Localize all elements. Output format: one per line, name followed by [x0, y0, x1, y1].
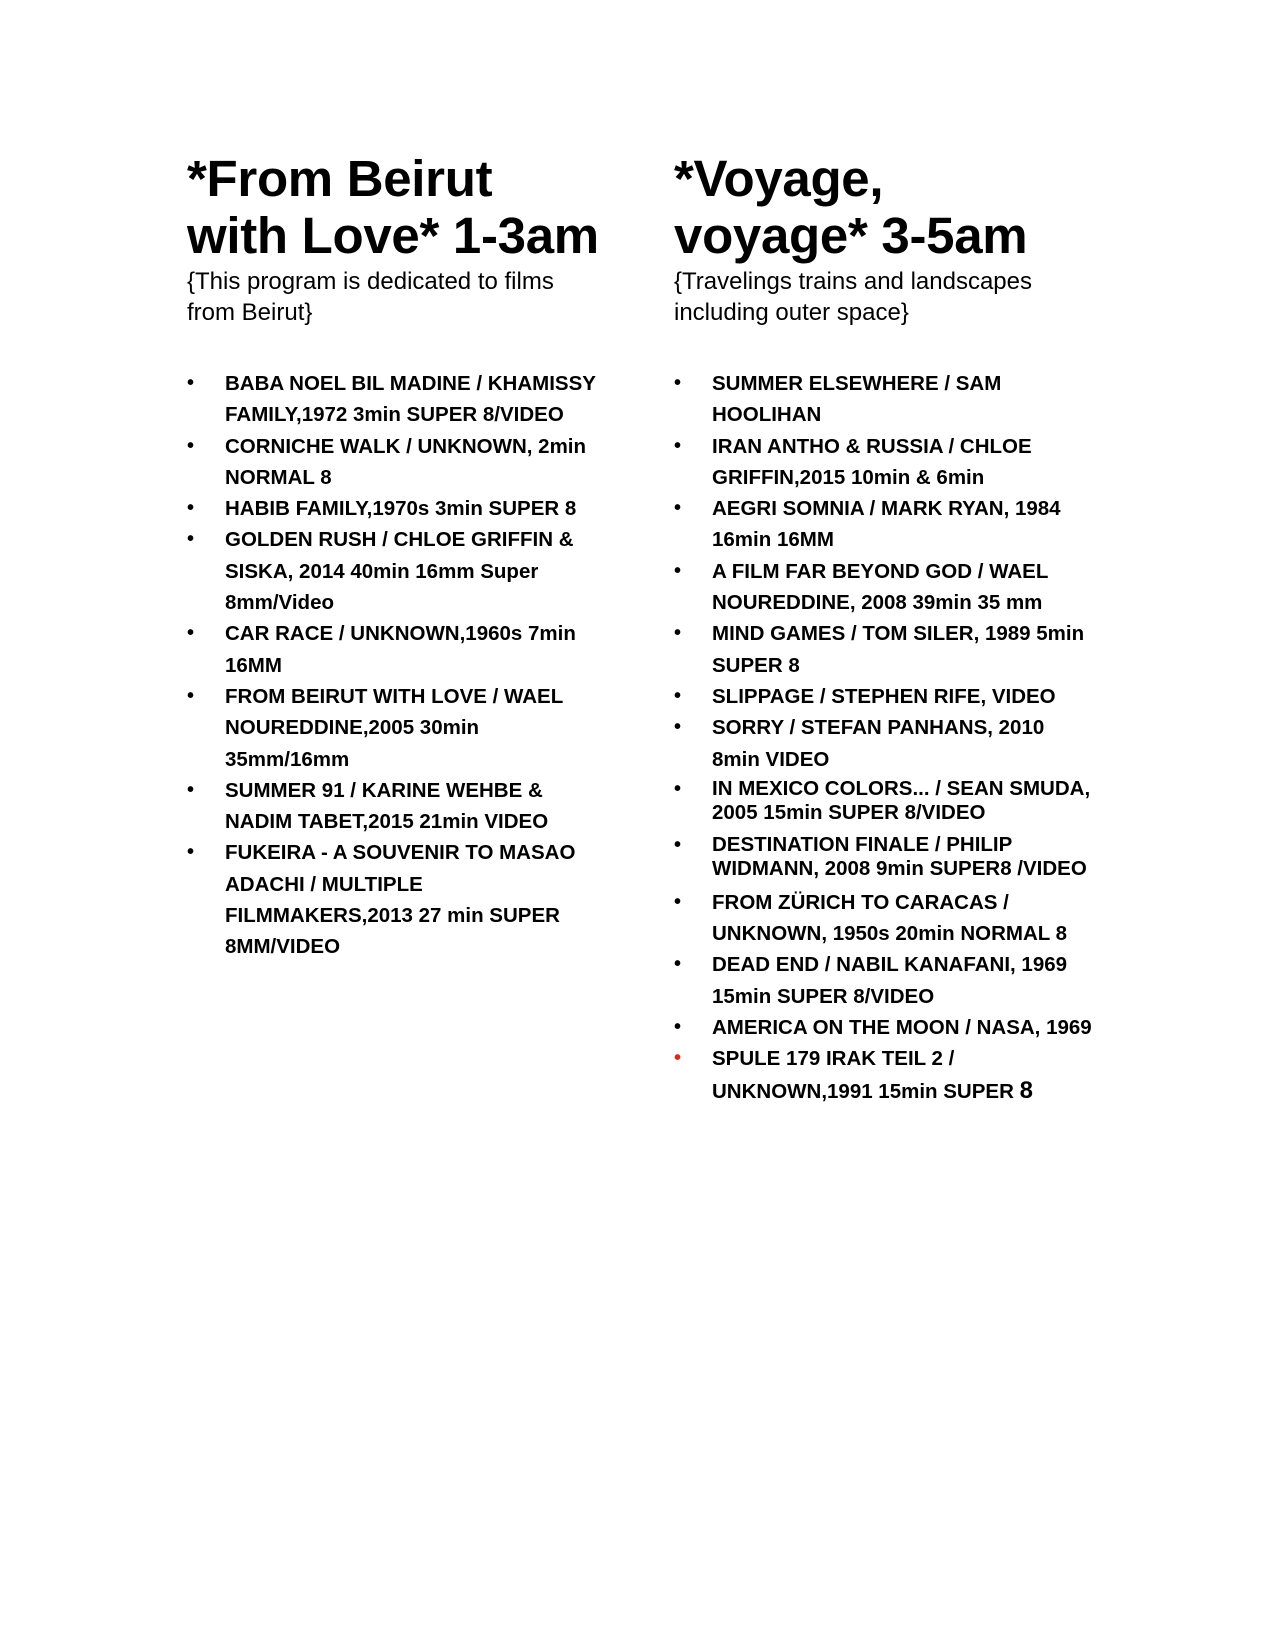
- film-entry: SORRY / STEFAN PANHANS, 2010 8min VIDEO: [712, 716, 1045, 771]
- list-item: [674, 887, 1094, 950]
- program-title-line1: *Voyage,: [674, 150, 884, 207]
- film-entry: BABA NOEL BIL MADINE / KHAMISSY FAMILY,1972 3min SUPER 8/VIDEO: [225, 372, 596, 427]
- film-entry: AMERICA ON THE MOON / NASA, 1969: [712, 1016, 1092, 1040]
- film-entry: FUKEIRA - A SOUVENIR TO MASAO ADACHI / MULTIPLE FILMMAKERS,2013 27 min SUPER 8MM/VIDEO: [225, 841, 576, 959]
- film-entry: HABIB FAMILY,1970s 3min SUPER 8: [225, 497, 577, 521]
- bullet-icon: •: [674, 497, 682, 520]
- list-item: [674, 556, 1094, 619]
- film-entry: DESTINATION FINALE / PHILIP WIDMANN, 2008 9min SUPER8 /VIDEO: [712, 832, 1087, 880]
- list-item: [187, 775, 607, 838]
- bullet-icon: •: [674, 716, 682, 739]
- list-item: [187, 681, 607, 775]
- program-beirut-column: [187, 150, 607, 963]
- film-entry: A FILM FAR BEYOND GOD / WAEL NOUREDDINE, 2008 39min 35 mm: [712, 559, 1048, 615]
- film-entry: GOLDEN RUSH / CHLOE GRIFFIN & SISKA, 2014 40min 16mm Super 8mm/Video: [225, 528, 574, 615]
- bullet-icon: •: [187, 528, 195, 551]
- program-title-line2: with Love* 1-3am: [187, 207, 599, 264]
- film-entry: IN MEXICO COLORS... / SEAN SMUDA, 2005 15min SUPER 8/VIDEO: [712, 776, 1091, 824]
- bullet-icon: •: [187, 622, 195, 645]
- bullet-icon: •: [674, 1016, 682, 1039]
- list-item: [674, 777, 1094, 825]
- program-subtitle-line2: including outer space}: [674, 299, 909, 326]
- bullet-icon: •: [674, 434, 682, 457]
- list-item: [674, 1043, 1094, 1107]
- film-entry: FROM BEIRUT WITH LOVE / WAEL NOUREDDINE,2005 30min 35mm/16mm: [225, 684, 563, 771]
- film-entry: SUMMER ELSEWHERE / SAM HOOLIHAN: [712, 372, 1002, 427]
- list-item: [674, 833, 1094, 881]
- program-subtitle-line2: from Beirut}: [187, 299, 313, 326]
- program-title-line2: voyage* 3-5am: [674, 207, 1028, 264]
- film-entry: SPULE 179 IRAK TEIL 2 / UNKNOWN,1991 15min SUPER: [712, 1047, 1020, 1103]
- bullet-icon: •: [187, 372, 195, 394]
- film-entry: SLIPPAGE / STEPHEN RIFE, VIDEO: [712, 684, 1056, 708]
- list-item: [187, 837, 607, 962]
- bullet-icon: •: [674, 684, 682, 707]
- film-entry: DEAD END / NABIL KANAFANI, 1969 15min SUPER 8/VIDEO: [712, 953, 1068, 1008]
- program-subtitle-line1: {This program is dedicated to films: [187, 268, 554, 295]
- program-subtitle: [674, 266, 1094, 328]
- program-title: [674, 150, 1094, 264]
- program-voyage-column: [674, 150, 1094, 1107]
- list-item: [674, 618, 1094, 681]
- list-item: [187, 524, 607, 618]
- list-item: [674, 712, 1094, 775]
- bullet-icon: •: [674, 559, 682, 582]
- film-entry: CAR RACE / UNKNOWN,1960s 7min 16MM: [225, 622, 576, 677]
- list-item: [674, 1012, 1094, 1043]
- film-entry-format-suffix: 8: [1019, 1076, 1033, 1104]
- bullet-icon: •: [187, 434, 195, 457]
- program-subtitle-line1: {Travelings trains and landscapes: [674, 268, 1032, 295]
- list-item: [187, 493, 607, 524]
- bullet-icon: •: [187, 684, 195, 707]
- film-entry: AEGRI SOMNIA / MARK RYAN, 1984 16min 16MM: [712, 497, 1061, 552]
- bullet-icon: •: [187, 841, 195, 864]
- film-entry: SUMMER 91 / KARINE WEHBE & NADIM TABET,2015 21min VIDEO: [225, 778, 549, 834]
- list-item: [674, 493, 1094, 556]
- bullet-icon: •: [674, 777, 682, 800]
- film-list: [674, 368, 1094, 1107]
- list-item: [187, 618, 607, 681]
- bullet-icon: •: [674, 953, 682, 976]
- program-title: [187, 150, 607, 264]
- list-item: [674, 368, 1094, 431]
- film-entry: FROM ZÜRICH TO CARACAS / UNKNOWN, 1950s 20min NORMAL 8: [712, 890, 1068, 946]
- bullet-icon: •: [187, 778, 195, 801]
- list-item: [674, 949, 1094, 1012]
- list-item: [674, 431, 1094, 494]
- list-item: [187, 431, 607, 494]
- bullet-icon: •: [674, 890, 682, 913]
- film-entry: CORNICHE WALK / UNKNOWN, 2min NORMAL 8: [225, 434, 587, 489]
- bullet-icon: •: [187, 497, 195, 520]
- list-item: [674, 681, 1094, 712]
- bullet-icon: •: [674, 833, 682, 856]
- film-entry: IRAN ANTHO & RUSSIA / CHLOE GRIFFIN,2015 10min & 6min: [712, 434, 1032, 489]
- bullet-icon: •: [674, 372, 682, 394]
- program-subtitle: [187, 266, 607, 328]
- bullet-icon: •: [674, 622, 682, 645]
- list-item: [187, 368, 607, 431]
- film-list: [187, 368, 607, 963]
- red-bullet-icon: •: [674, 1047, 682, 1070]
- film-entry: MIND GAMES / TOM SILER, 1989 5min SUPER 8: [712, 622, 1085, 677]
- program-title-line1: *From Beirut: [187, 150, 493, 207]
